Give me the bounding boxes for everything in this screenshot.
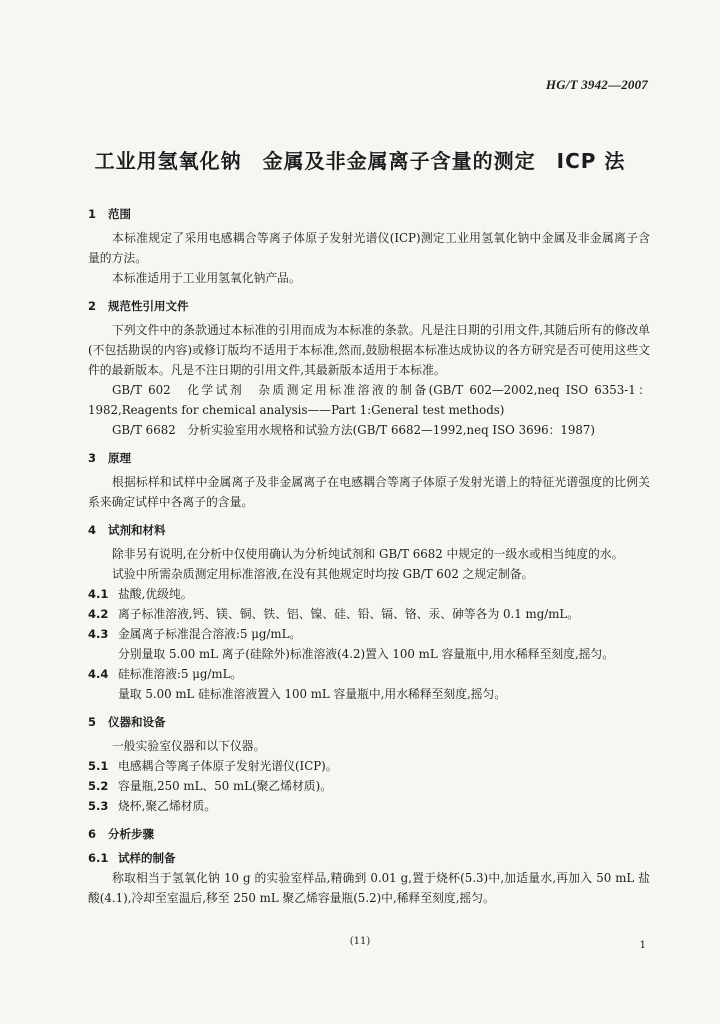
clause-4-4-procedure: 量取 5.00 mL 硅标准溶液置入 100 mL 容量瓶中,用水稀释至刻度,摇匀。 bbox=[118, 687, 507, 701]
clause-5-2: 5.2 容量瓶,250 mL、50 mL(聚乙烯材质)。 bbox=[88, 779, 332, 793]
section-4-para-2: 试验中所需杂质测定用标准溶液,在没有其他规定时均按 GB/T 602 之规定制备。 bbox=[112, 567, 534, 581]
clause-6-1-para: 称取相当于氢氧化钠 10 g 的实验室样品,精确到 0.01 g,置于烧杯(5.3)中,加适量水,再加入 50 mL 盐酸(4.1),冷却至室温后,移至 250 mL 聚乙烯容量瓶(5.2)中,稀释至刻度,摇匀。 bbox=[88, 871, 650, 905]
series-page-number: (11) bbox=[349, 936, 371, 947]
page-number: 1 bbox=[639, 940, 646, 951]
section-2-para-1: 下列文件中的条款通过本标准的引用而成为本标准的条款。凡是注日期的引用文件,其随后所有的修改单(不包括勘误的内容)或修订版均不适用于本标准,然而,鼓励根据本标准达成协议的各方研究是否可使用这些文件的最新版本。凡是不注日期的引用文件,其最新版本适用于本标准。 bbox=[88, 323, 650, 377]
normative-reference-gb-t-6682: GB/T 6682 分析实验室用水规格和试验方法(GB/T 6682—1992,neq ISO 3696：1987) bbox=[112, 423, 596, 437]
section-5-para-1: 一般实验室仪器和以下仪器。 bbox=[112, 739, 266, 753]
section-5-heading: 5 仪器和设备 bbox=[88, 715, 166, 729]
clause-4-3-procedure: 分别量取 5.00 mL 离子(硅除外)标准溶液(4.2)置入 100 mL 容量瓶中,用水稀释至刻度,摇匀。 bbox=[118, 647, 615, 661]
normative-reference-gb-t-602: GB/T 602 化学试剂 杂质测定用标准溶液的制备(GB/T 602—2002,neq ISO 6353-1：1982,Reagents for chemical analysis——Part 1:General test methods) bbox=[88, 383, 650, 417]
section-4-para-1: 除非另有说明,在分析中仅使用确认为分析纯试剂和 GB/T 6682 中规定的一级水或相当纯度的水。 bbox=[112, 547, 624, 561]
document-title: 工业用氢氧化钠 金属及非金属离子含量的测定 ICP 法 bbox=[94, 149, 626, 173]
standard-code: HG/T 3942—2007 bbox=[545, 77, 648, 92]
section-6-heading: 6 分析步骤 bbox=[88, 827, 154, 841]
section-2-heading: 2 规范性引用文件 bbox=[88, 299, 189, 313]
clause-4-2: 4.2 离子标准溶液,钙、镁、铜、铁、铝、镍、硅、铅、镉、铬、汞、砷等各为 0.1 mg/mL。 bbox=[88, 607, 580, 621]
clause-4-1: 4.1 盐酸,优级纯。 bbox=[88, 587, 193, 601]
document-body bbox=[88, 196, 650, 908]
clause-6-1-heading: 6.1 试样的制备 bbox=[88, 851, 176, 865]
section-3-heading: 3 原理 bbox=[88, 451, 131, 465]
section-1-para-2: 本标准适用于工业用氢氧化钠产品。 bbox=[112, 271, 301, 285]
clause-5-1: 5.1 电感耦合等离子体原子发射光谱仪(ICP)。 bbox=[88, 759, 338, 773]
section-3-para-1: 根据标样和试样中金属离子及非金属离子在电感耦合等离子体原子发射光谱上的特征光谱强度的比例关系来确定试样中各离子的含量。 bbox=[88, 475, 650, 509]
clause-5-3: 5.3 烧杯,聚乙烯材质。 bbox=[88, 799, 217, 813]
section-1-heading: 1 范围 bbox=[88, 207, 131, 221]
section-1-para-1: 本标准规定了采用电感耦合等离子体原子发射光谱仪(ICP)测定工业用氢氧化钠中金属及非金属离子含量的方法。 bbox=[88, 231, 650, 265]
section-4-heading: 4 试剂和材料 bbox=[88, 523, 166, 537]
clause-4-3: 4.3 金属离子标准混合溶液:5 μg/mL。 bbox=[88, 627, 302, 641]
clause-4-4: 4.4 硅标准溶液:5 μg/mL。 bbox=[88, 667, 243, 681]
